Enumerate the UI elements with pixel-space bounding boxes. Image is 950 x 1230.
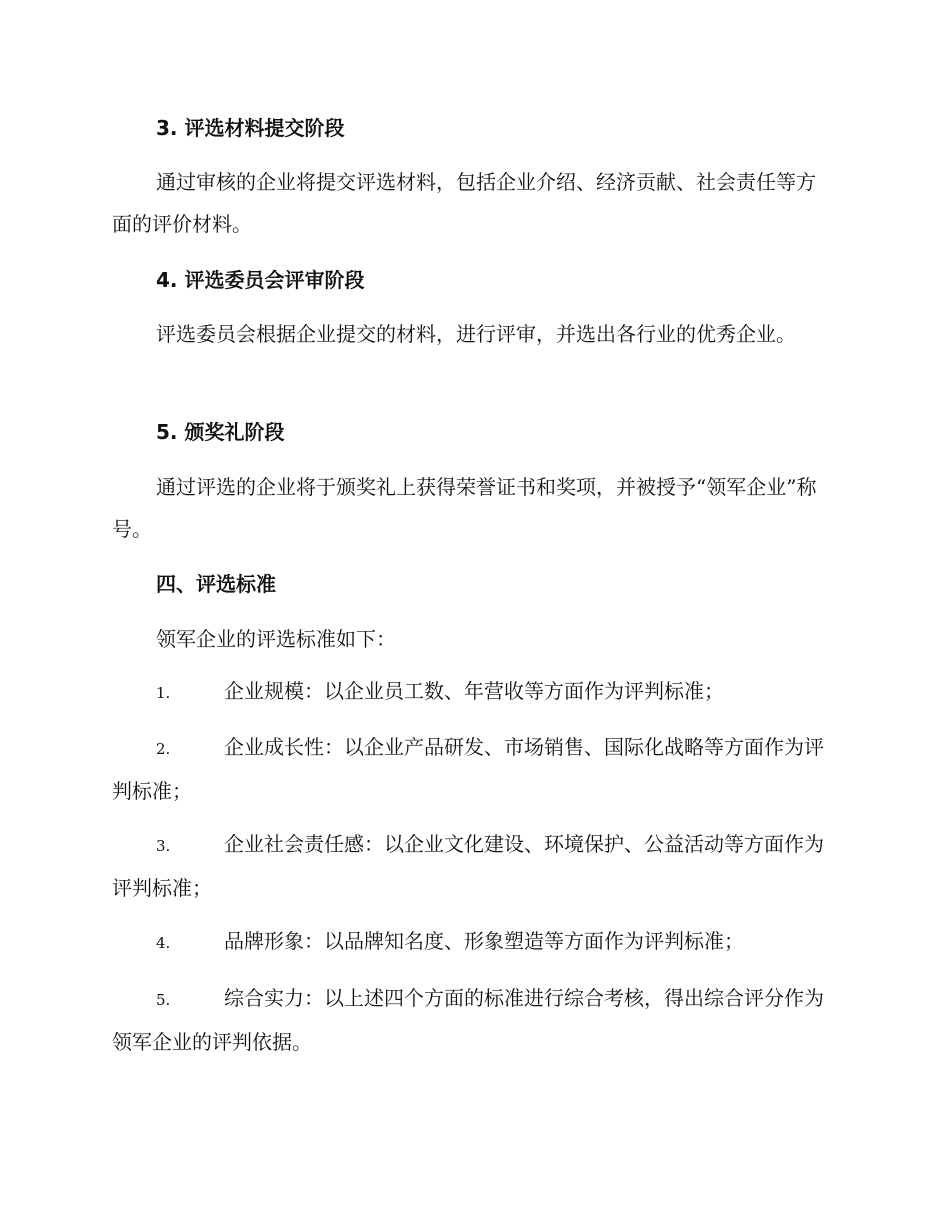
criteria-item-1 [112, 670, 834, 714]
list-number: 3. [156, 837, 171, 855]
list-item-text: 品牌形象：以品牌知名度、形象塑造等方面作为评判标准； [224, 929, 744, 953]
section-body-3: 通过审核的企业将提交评选材料，包括企业介绍、经济贡献、社会责任等方面的评价材料。 [112, 170, 816, 236]
list-number: 5. [156, 991, 171, 1009]
list-item-text: 企业社会责任感：以企业文化建设、环境保护、公益活动等方面作为评判标准； [112, 832, 824, 900]
criteria-item-5 [112, 977, 834, 1063]
section-heading-3: 3. 评选材料提交阶段 [156, 116, 345, 140]
section-body-5: 通过评选的企业将于颁奖礼上获得荣誉证书和奖项，并被授予“领军企业”称号。 [112, 475, 817, 541]
list-item-text: 企业成长性：以企业产品研发、市场销售、国际化战略等方面作为评判标准； [112, 735, 824, 803]
section-body-4: 评选委员会根据企业提交的材料，进行评审，并选出各行业的优秀企业。 [156, 322, 796, 346]
list-number: 1. [156, 684, 171, 702]
section-heading-4: 4. 评选委员会评审阶段 [156, 268, 365, 292]
section-heading-5: 5. 颁奖礼阶段 [156, 420, 285, 444]
list-number: 2. [156, 740, 171, 758]
criteria-intro: 领军企业的评选标准如下： [156, 627, 396, 651]
criteria-item-3 [112, 823, 834, 909]
list-number: 4. [156, 934, 171, 952]
criteria-heading: 四、评选标准 [156, 572, 276, 596]
list-item-text: 综合实力：以上述四个方面的标准进行综合考核，得出综合评分作为领军企业的评判依据。 [112, 986, 824, 1054]
criteria-item-4 [112, 920, 834, 964]
criteria-item-2 [112, 726, 834, 812]
list-item-text: 企业规模：以企业员工数、年营收等方面作为评判标准； [224, 679, 724, 703]
